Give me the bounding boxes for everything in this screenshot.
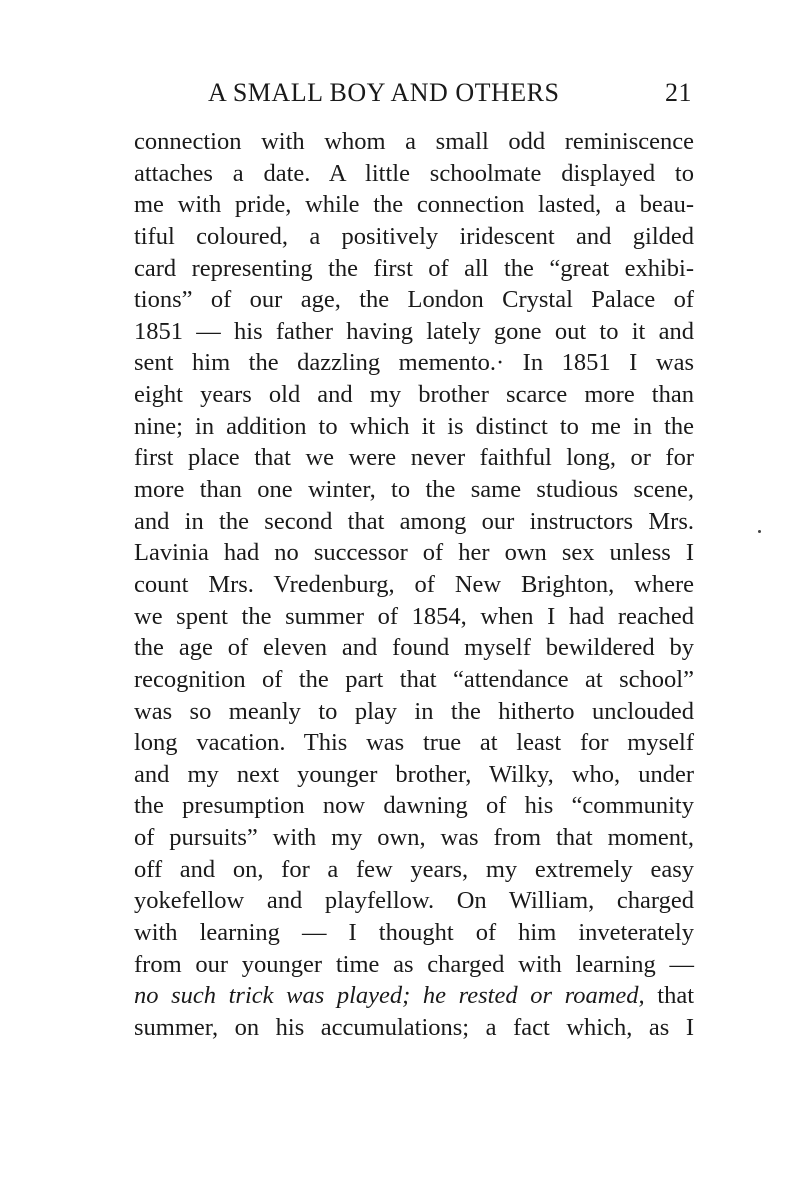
page-number: 21 [665, 78, 692, 107]
text-line: eight years old and my brother scarce more than [134, 381, 694, 409]
text-line: and my next younger brother, Wilky, who, under [134, 760, 694, 788]
margin-speck [758, 530, 761, 533]
text-line: card representing the first of all the “great exhibi- [134, 254, 694, 282]
text-line: and in the second that among our instructors Mrs. [134, 507, 694, 535]
text-line: of pursuits” with my own, was from that moment, [134, 824, 694, 852]
text-line: attaches a date. A little schoolmate displayed to [134, 159, 694, 187]
text-line: connection with whom a small odd reminiscence [134, 128, 694, 155]
roman-text: that [644, 982, 694, 1010]
running-head-title: A SMALL BOY AND OTHERS [208, 78, 560, 107]
text-line: the age of eleven and found myself bewildered by [134, 634, 694, 662]
text-line: Lavinia had no successor of her own sex unless I [134, 539, 694, 567]
text-line: count Mrs. Vredenburg, of New Brighton, where [134, 570, 694, 598]
text-line-italic [134, 980, 694, 1012]
italic-text: no such trick was played; he rested or roamed, [134, 982, 645, 1010]
text-line: recognition of the part that “attendance at school” [134, 665, 694, 693]
text-line: from our younger time as charged with learning — [134, 950, 694, 978]
text-line: off and on, for a few years, my extremely easy [134, 855, 694, 883]
text-line: tions” of our age, the London Crystal Palace of [134, 286, 694, 314]
text-line: the presumption now dawning of his “community [134, 792, 694, 820]
text-line-last: summer, on his accumulations; a fact which, as I [134, 1013, 694, 1041]
text-line: with learning — I thought of him inveterately [134, 919, 694, 947]
text-line: first place that we were never faithful long, or for [134, 444, 694, 472]
text-line: 1851 — his father having lately gone out to it and [134, 317, 694, 345]
text-line: sent him the dazzling memento.· In 1851 I was [134, 349, 694, 377]
text-line: tiful coloured, a positively iridescent and gilded [134, 222, 694, 250]
text-line: more than one winter, to the same studious scene, [134, 476, 694, 504]
running-head [134, 78, 694, 114]
text-line: nine; in addition to which it is distinct to me in the [134, 412, 694, 440]
text-line: yokefellow and playfellow. On William, charged [134, 887, 694, 915]
body-text [134, 126, 694, 1044]
text-line: was so meanly to play in the hitherto unclouded [134, 697, 694, 725]
text-line: long vacation. This was true at least for myself [134, 729, 694, 757]
text-line: we spent the summer of 1854, when I had reached [134, 602, 694, 630]
text-line: me with pride, while the connection lasted, a beau- [134, 191, 694, 219]
